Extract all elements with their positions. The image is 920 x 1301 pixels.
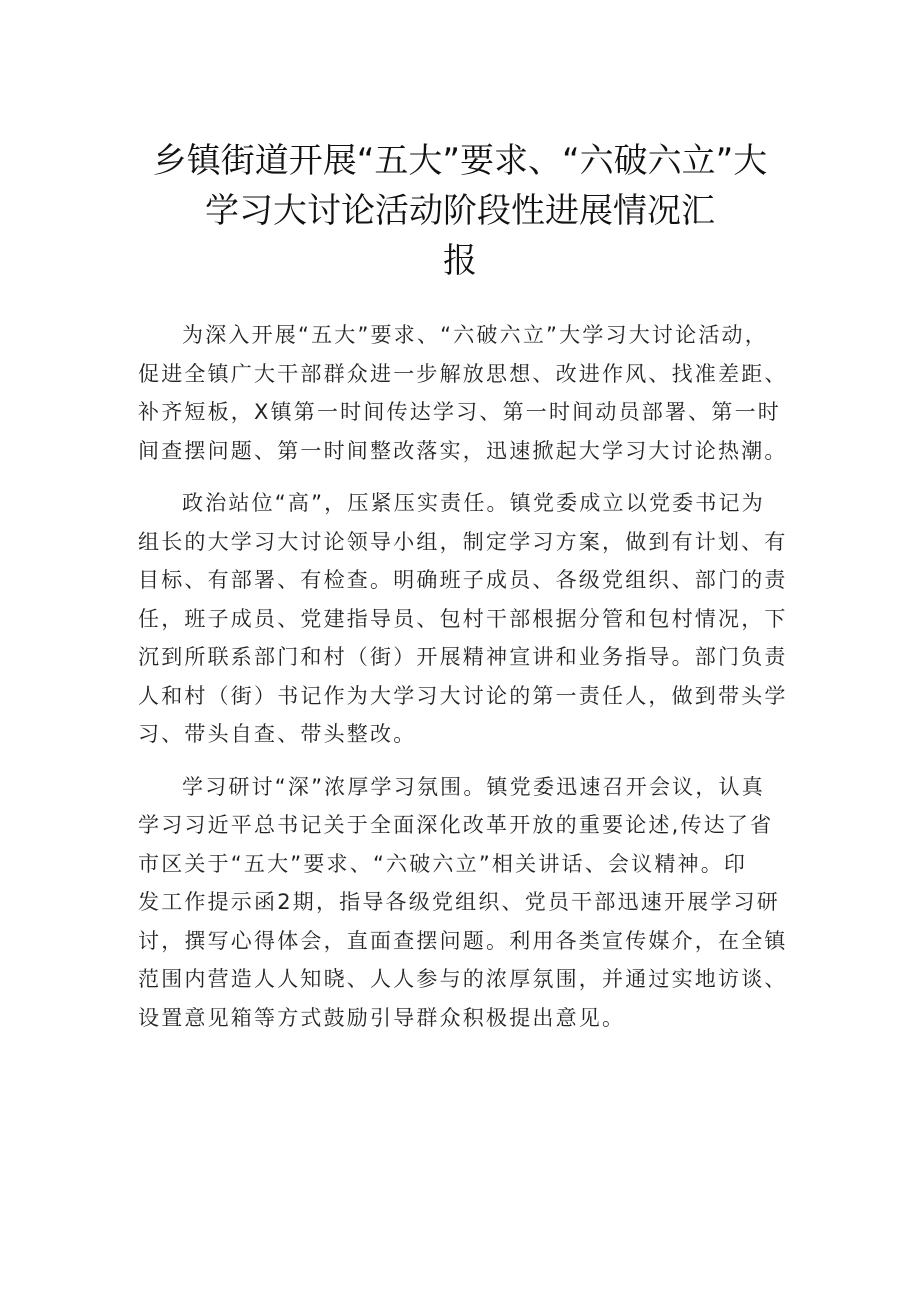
paragraph-line: 政治站位“高”，压紧压实责任。镇党委成立以党委书记为 <box>182 491 765 515</box>
paragraph-line: 补齐短板，X镇第一时间传达学习、第一时间动员部署、第一时 <box>138 400 781 424</box>
paragraph-political-stance <box>138 484 788 754</box>
paragraph-line: 任，班子成员、党建指导员、包村干部根据分管和包村情况，下 <box>138 606 788 631</box>
paragraph-line: 范围内营造人人知晓、人人参与的浓厚氛围，并通过实地访谈、 <box>138 967 788 991</box>
paragraph-line: 发工作提示函2期，指导各级党组织、党员干部迅速开展学习研 <box>138 890 780 914</box>
paragraph-line: 间查摆问题、第一时间整改落实，迅速掀起大学习大讨论热潮。 <box>138 438 788 463</box>
title-line-2: 学习大讨论活动阶段性进展情况汇 <box>205 191 715 231</box>
paragraph-line: 人和村（街）书记作为大学习大讨论的第一责任人，做到带头学 <box>138 683 788 708</box>
paragraph-line: 沉到所联系部门和村（街）开展精神宣讲和业务指导。部门负责 <box>138 645 788 669</box>
paragraph-line: 学习习近平总书记关于全面深化改革开放的重要论述,传达了省 <box>138 813 774 837</box>
paragraph-line: 市区关于“五大”要求、“六破六立”相关讲话、会议精神。印 <box>138 851 748 876</box>
paragraph-line: 为深入开展“五大”要求、“六破六立”大学习大讨论活动， <box>182 323 768 347</box>
paragraph-line: 习、带头自查、带头整改。 <box>138 722 417 746</box>
document-body <box>138 316 788 1051</box>
paragraph-line: 讨，撰写心得体会，直面查摆问题。利用各类宣传媒介，在全镇 <box>138 928 788 953</box>
paragraph-line: 组长的大学习大讨论领导小组，制定学习方案，做到有计划、有 <box>138 529 788 554</box>
title-line-1: 乡镇街道开展“五大”要求、“六破六立”大 <box>152 141 768 181</box>
paragraph-line: 促进全镇广大干部群众进一步解放思想、改进作风、找准差距、 <box>138 361 788 386</box>
paragraph-intro <box>138 316 788 470</box>
paragraph-study-discussion <box>138 768 788 1038</box>
document-title <box>120 136 800 286</box>
paragraph-line: 学习研讨“深”浓厚学习氛围。镇党委迅速召开会议，认真 <box>182 774 765 799</box>
title-line-3: 报 <box>443 241 477 281</box>
paragraph-line: 设置意见箱等方式鼓励引导群众积极提出意见。 <box>138 1005 626 1030</box>
paragraph-line: 目标、有部署、有检查。明确班子成员、各级党组织、部门的责 <box>138 568 788 592</box>
